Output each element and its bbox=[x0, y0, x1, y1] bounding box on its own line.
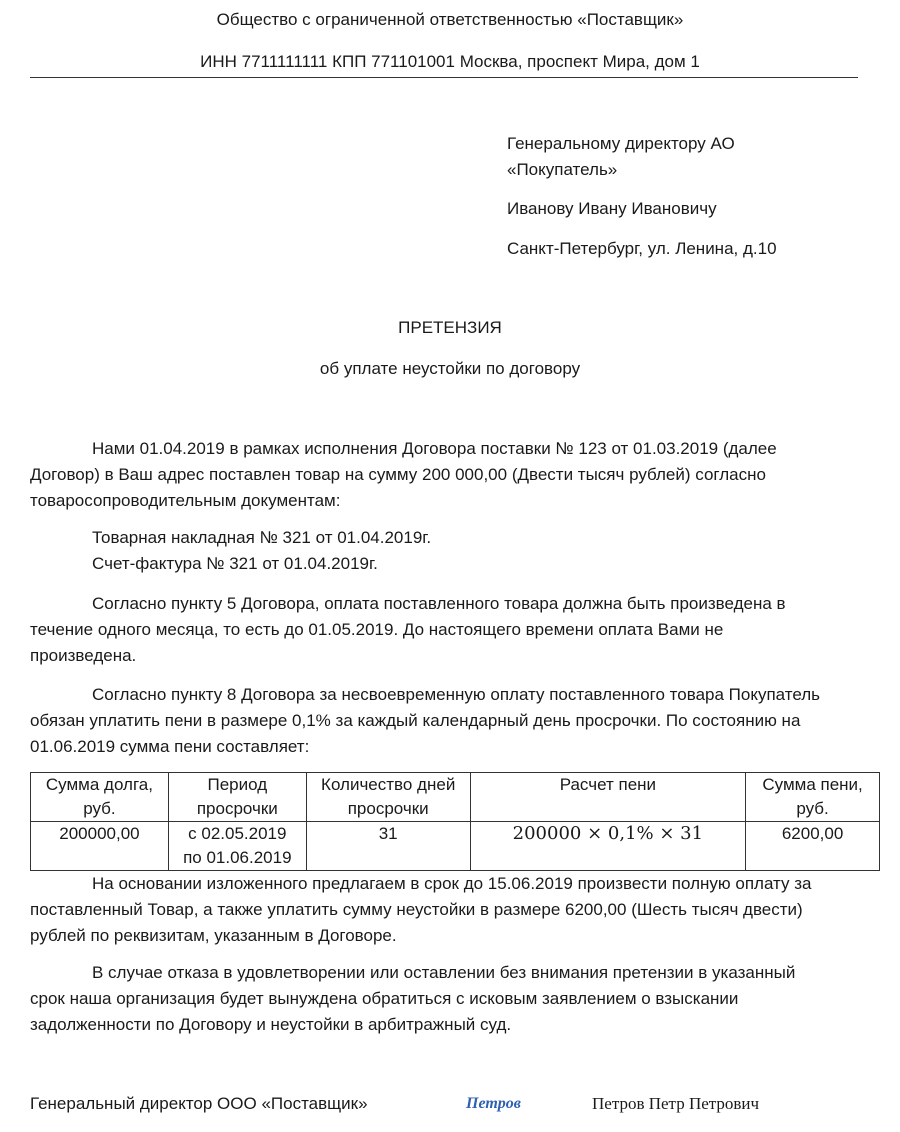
paragraph-3-line: 01.06.2019 сумма пени составляет: bbox=[30, 737, 310, 756]
paragraph-2-line: Согласно пункту 5 Договора, оплата поставленного товара должна быть произведена в bbox=[92, 594, 786, 613]
paragraph-4 bbox=[30, 871, 860, 949]
addressee-name: Иванову Ивану Ивановичу bbox=[507, 199, 717, 218]
header-text: Количество дней bbox=[321, 775, 456, 794]
header-text: Сумма долга, bbox=[45, 775, 153, 794]
paragraph-5 bbox=[30, 960, 860, 1038]
header-text: Период bbox=[207, 775, 268, 794]
header-days bbox=[306, 773, 470, 822]
addressee-line2: «Покупатель» bbox=[507, 160, 618, 179]
handwritten-signature: Петров bbox=[466, 1095, 521, 1112]
header-text: просрочки bbox=[347, 799, 429, 818]
paragraph-2-line: течение одного месяца, то есть до 01.05.2019. До настоящего времени оплата Вами не bbox=[30, 620, 724, 639]
cell-debt: 200000,00 bbox=[31, 822, 169, 871]
header-debt bbox=[31, 773, 169, 822]
paragraph-1-line: Договор) в Ваш адрес поставлен товар на сумму 200 000,00 (Двести тысяч рублей) согласно bbox=[30, 465, 766, 484]
addressee-address: Санкт-Петербург, ул. Ленина, д.10 bbox=[507, 239, 777, 258]
header-text: Сумма пени, bbox=[762, 775, 863, 794]
signer-name: Петров Петр Петрович bbox=[592, 1094, 760, 1113]
paragraph-1 bbox=[30, 436, 860, 514]
paragraph-4-line: На основании изложенного предлагаем в срок до 15.06.2019 произвести полную оплату за bbox=[92, 874, 812, 893]
company-details: ИНН 7711111111 КПП 771101001 Москва, проспект Мира, дом 1 bbox=[200, 52, 700, 71]
signer-position: Генеральный директор ООО «Поставщик» bbox=[30, 1094, 368, 1113]
paragraph-4-line: поставленный Товар, а также уплатить сумму неустойки в размере 6200,00 (Шесть тысяч двести) bbox=[30, 900, 803, 919]
cell-calculation: 200000 × 0,1% × 31 bbox=[470, 822, 746, 871]
paragraph-5-line: В случае отказа в удовлетворении или оставлении без внимания претензии в указанный bbox=[92, 963, 796, 982]
addressee-line1: Генеральному директору АО bbox=[507, 134, 735, 153]
paragraph-1-line: товаросопроводительным документам: bbox=[30, 491, 341, 510]
penalty-table bbox=[30, 772, 880, 871]
period-to: по 01.06.2019 bbox=[183, 848, 292, 867]
company-name: Общество с ограниченной ответственностью «Поставщик» bbox=[216, 10, 684, 29]
document-item: Товарная накладная № 321 от 01.04.2019г. bbox=[92, 528, 432, 547]
header-text: руб. bbox=[83, 799, 116, 818]
documents-list bbox=[30, 525, 860, 577]
paragraph-1-line: Нами 01.04.2019 в рамках исполнения Договора поставки № 123 от 01.03.2019 (далее bbox=[92, 439, 777, 458]
paragraph-2 bbox=[30, 591, 860, 669]
document-title: ПРЕТЕНЗИЯ bbox=[398, 318, 502, 337]
document-subtitle: об уплате неустойки по договору bbox=[319, 359, 581, 378]
cell-period bbox=[168, 822, 306, 871]
header-period bbox=[168, 773, 306, 822]
header-text: просрочки bbox=[196, 799, 278, 818]
paragraph-3-line: обязан уплатить пени в размере 0,1% за каждый календарный день просрочки. По состоянию на bbox=[30, 711, 801, 730]
paragraph-2-line: произведена. bbox=[30, 646, 137, 665]
cell-days: 31 bbox=[306, 822, 470, 871]
period-from: с 02.05.2019 bbox=[188, 824, 287, 843]
table-header-row bbox=[31, 773, 880, 822]
header-text: Расчет пени bbox=[559, 775, 657, 794]
paragraph-3-line: Согласно пункту 8 Договора за несвоевременную оплату поставленного товара Покупатель bbox=[92, 685, 821, 704]
paragraph-3 bbox=[30, 682, 860, 760]
paragraph-5-line: задолженности по Договору и неустойки в арбитражный суд. bbox=[30, 1015, 512, 1034]
paragraph-5-line: срок наша организация будет вынуждена обратиться с исковым заявлением о взыскании bbox=[30, 989, 739, 1008]
paragraph-4-line: рублей по реквизитам, указанным в Договоре. bbox=[30, 926, 397, 945]
header-penalty bbox=[746, 773, 880, 822]
document-item: Счет-фактура № 321 от 01.04.2019г. bbox=[92, 554, 378, 573]
table-row bbox=[31, 822, 880, 871]
header-calculation bbox=[470, 773, 746, 822]
header-divider bbox=[30, 77, 858, 78]
cell-penalty: 6200,00 bbox=[746, 822, 880, 871]
header-text: руб. bbox=[796, 799, 829, 818]
